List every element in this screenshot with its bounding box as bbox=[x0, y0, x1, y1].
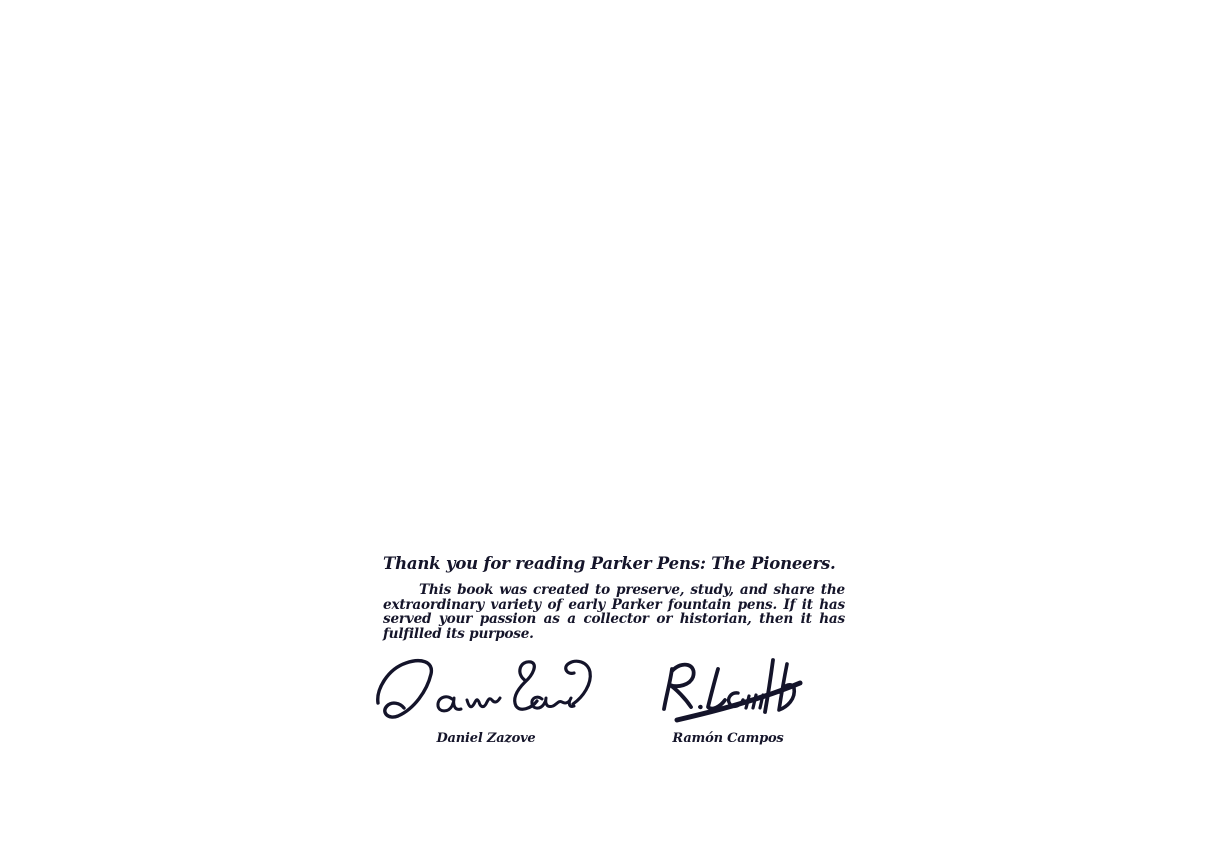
closing-paragraph: This book was created to preserve, study, and share the extraordinary variety of early Parker fountain pens. If it has served your passion as a collector or historian, then it has fulfilled its purpose. bbox=[383, 582, 845, 642]
signature-label-daniel-zazove: Daniel Zazove bbox=[436, 731, 536, 746]
signature-label-ramon-campos: Ramón Campos bbox=[672, 731, 784, 746]
ramon-campos-signature-icon bbox=[652, 655, 804, 725]
thank-you-line: Thank you for reading Parker Pens: The Pioneers. bbox=[383, 554, 836, 573]
daniel-zazove-signature-icon bbox=[374, 651, 598, 729]
